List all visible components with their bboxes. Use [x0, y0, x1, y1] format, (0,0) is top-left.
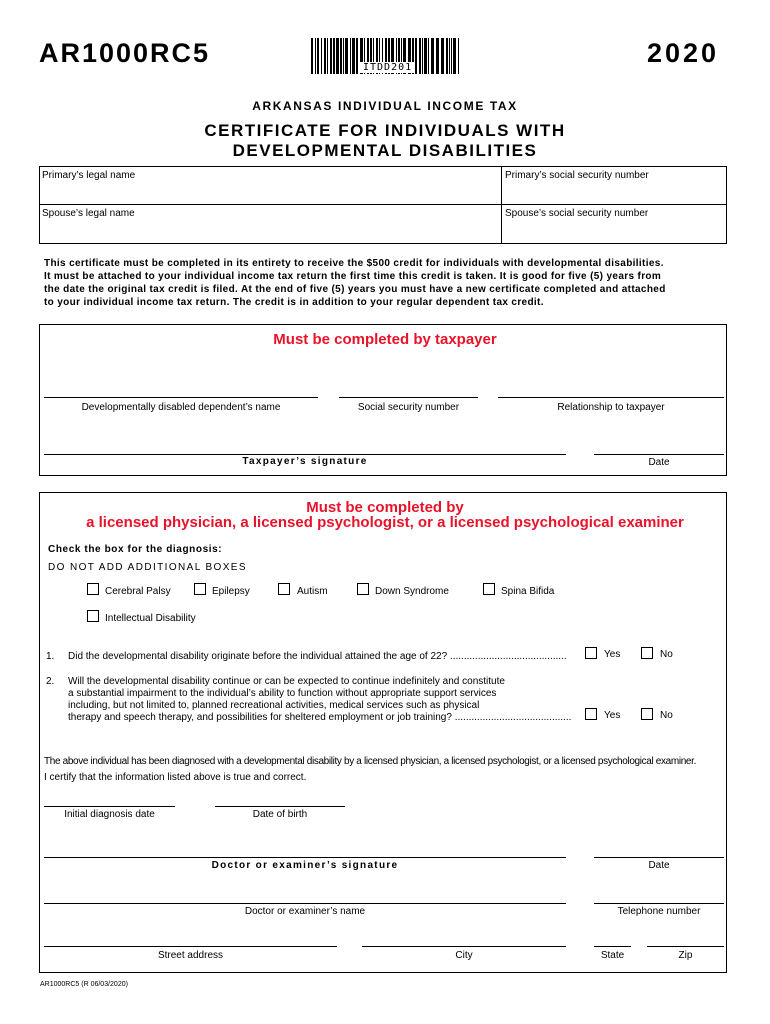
q1-yes-checkbox[interactable]: [585, 647, 597, 659]
relationship-line[interactable]: [498, 397, 724, 398]
barcode-bar: [424, 38, 427, 74]
barcode-bar: [343, 38, 344, 74]
question-2-number: 2.: [46, 676, 55, 687]
barcode-bar: [422, 38, 423, 74]
primary-ssn-label: Primary’s social security number: [505, 170, 649, 181]
form-code: AR1000RC5: [39, 38, 211, 68]
dependent-ssn-label: Social security number: [357, 402, 460, 413]
spouse-name-field[interactable]: [40, 205, 501, 243]
spouse-ssn-field[interactable]: [502, 205, 726, 243]
barcode-bar: [315, 38, 316, 74]
title-line-2: DEVELOPMENTAL DISABILITIES: [232, 141, 538, 160]
form-revision: AR1000RC5 (R 06/03/2020): [40, 981, 128, 988]
no-additional-boxes-note: DO NOT ADD ADDITIONAL BOXES: [48, 562, 247, 573]
street-address-line[interactable]: [44, 946, 337, 947]
taxpayer-date-label: Date: [648, 457, 670, 468]
barcode-bar: [441, 38, 444, 74]
physician-heading-line-2: a licensed physician, a licensed psychologist, or a licensed psychological examiner: [86, 514, 684, 531]
dependent-ssn-line[interactable]: [339, 397, 478, 398]
question-1-number: 1.: [46, 651, 55, 662]
zip-label: Zip: [678, 950, 693, 961]
q1-no-checkbox[interactable]: [641, 647, 653, 659]
q2-no-checkbox[interactable]: [641, 708, 653, 720]
doctor-date-label: Date: [648, 860, 670, 871]
barcode-bar: [415, 38, 417, 74]
question-2-line: therapy and speech therapy, and possibilities for sheltered employment or job training? ..........................................: [68, 712, 572, 723]
date-of-birth-line[interactable]: [215, 806, 345, 807]
barcode-bar: [336, 38, 339, 74]
instructions-line: This certificate must be completed in its entirety to receive the $500 credit for individuals with developmental disabilities.: [44, 258, 664, 269]
spouse-name-label: Spouse’s legal name: [42, 208, 135, 219]
barcode-bar: [449, 38, 450, 74]
epilepsy-checkbox[interactable]: [194, 583, 206, 595]
question-2-line: Will the developmental disability continue or can be expected to continue indefinitely and constitute: [68, 676, 505, 687]
spina-bifida-label: Spina Bifida: [501, 586, 555, 597]
intellectual-disability-label: Intellectual Disability: [105, 613, 196, 624]
cerebral-palsy-label: Cerebral Palsy: [105, 586, 171, 597]
autism-checkbox[interactable]: [278, 583, 290, 595]
initial-diagnosis-date-label: Initial diagnosis date: [64, 809, 155, 820]
taxpayer-signature-label: Taxpayer’s signature: [242, 456, 368, 467]
barcode-bar: [327, 38, 328, 74]
physician-heading-line-1: Must be completed by: [306, 499, 464, 516]
question-2-line: a substantial impairment to the individual’s ability to function without appropriate support services: [68, 688, 497, 699]
zip-line[interactable]: [647, 946, 724, 947]
dependent-name-label: Developmentally disabled dependent’s name: [81, 402, 281, 413]
primary-name-field[interactable]: [40, 167, 501, 204]
barcode-bar: [330, 38, 332, 74]
q1-yes-label: Yes: [604, 649, 621, 660]
spina-bifida-checkbox[interactable]: [483, 583, 495, 595]
city-line[interactable]: [362, 946, 566, 947]
barcode-bar: [428, 38, 429, 74]
check-instruction: Check the box for the diagnosis:: [48, 544, 223, 555]
form-subtitle: ARKANSAS INDIVIDUAL INCOME TAX: [252, 99, 518, 113]
relationship-label: Relationship to taxpayer: [557, 402, 665, 413]
barcode-bar: [324, 38, 326, 74]
barcode-text: ITDD201: [360, 62, 415, 73]
barcode-bar: [321, 38, 322, 74]
barcode-bar: [458, 38, 459, 74]
question-2-text: [68, 676, 588, 724]
taxpayer-signature-line[interactable]: [44, 454, 566, 455]
instructions-line: to your individual income tax return. The credit is in addition to your regular dependent tax credit.: [44, 297, 544, 308]
taxpayer-id-box: [39, 166, 727, 244]
doctor-date-line[interactable]: [594, 857, 724, 858]
down-syndrome-label: Down Syndrome: [375, 586, 449, 597]
q1-no-label: No: [660, 649, 673, 660]
barcode-bar: [345, 38, 348, 74]
epilepsy-label: Epilepsy: [212, 586, 250, 597]
telephone-line[interactable]: [594, 903, 724, 904]
city-label: City: [455, 950, 473, 961]
barcode-bar: [356, 38, 358, 74]
question-1-text: Did the developmental disability originate before the individual attained the age of 22? ..........................................: [68, 651, 567, 662]
spouse-ssn-label: Spouse’s social security number: [505, 208, 649, 219]
barcode-bar: [333, 38, 335, 74]
cerebral-palsy-checkbox[interactable]: [87, 583, 99, 595]
autism-label: Autism: [297, 586, 328, 597]
title-line-1: CERTIFICATE FOR INDIVIDUALS WITH: [204, 121, 566, 140]
barcode-bar: [453, 38, 456, 74]
initial-diagnosis-date-line[interactable]: [44, 806, 175, 807]
barcode-bar: [451, 38, 452, 74]
doctor-name-line[interactable]: [44, 903, 566, 904]
barcode-bar: [436, 38, 439, 74]
instructions-line: It must be attached to your individual income tax return the first time this credit is taken. It is good for five (5) years from: [44, 271, 662, 282]
barcode-bar: [350, 38, 351, 74]
barcode-bar: [317, 38, 319, 74]
q2-yes-label: Yes: [604, 710, 621, 721]
street-address-label: Street address: [157, 950, 224, 961]
barcode-bar: [352, 38, 355, 74]
question-2-line: including, but not limited to, planned recreational activities, medical services such as physical: [68, 700, 480, 711]
instructions-paragraph: [44, 257, 728, 309]
barcode-bar: [340, 38, 342, 74]
date-of-birth-label: Date of birth: [252, 809, 308, 820]
doctor-signature-line[interactable]: [44, 857, 566, 858]
primary-ssn-field[interactable]: [502, 167, 726, 204]
primary-name-label: Primary’s legal name: [42, 170, 136, 181]
telephone-label: Telephone number: [617, 906, 701, 917]
barcode-bar: [431, 38, 434, 74]
taxpayer-date-line[interactable]: [594, 454, 724, 455]
barcode-bar: [311, 38, 313, 74]
state-line[interactable]: [594, 946, 631, 947]
q2-yes-checkbox[interactable]: [585, 708, 597, 720]
barcode-bar: [419, 38, 421, 74]
instructions-line: the date the original tax credit is filed. At the end of five (5) years you must have a new certificate completed and attached: [44, 284, 666, 295]
certification-statement: The above individual has been diagnosed with a developmental disability by a licensed physician, a licensed psychologist, or a licensed psychological examiner.: [44, 756, 696, 767]
taxpayer-section-heading: Must be completed by taxpayer: [273, 331, 497, 348]
barcode-bar: [446, 38, 448, 74]
form-title: [0, 121, 770, 161]
dependent-name-line[interactable]: [44, 397, 318, 398]
state-label: State: [600, 950, 625, 961]
doctor-signature-label: Doctor or examiner’s signature: [211, 860, 399, 871]
down-syndrome-checkbox[interactable]: [357, 583, 369, 595]
doctor-name-label: Doctor or examiner’s name: [244, 906, 366, 917]
certification-truth-statement: I certify that the information listed above is true and correct.: [44, 772, 307, 783]
intellectual-disability-checkbox[interactable]: [87, 610, 99, 622]
q2-no-label: No: [660, 710, 673, 721]
tax-year: 2020: [647, 38, 720, 68]
